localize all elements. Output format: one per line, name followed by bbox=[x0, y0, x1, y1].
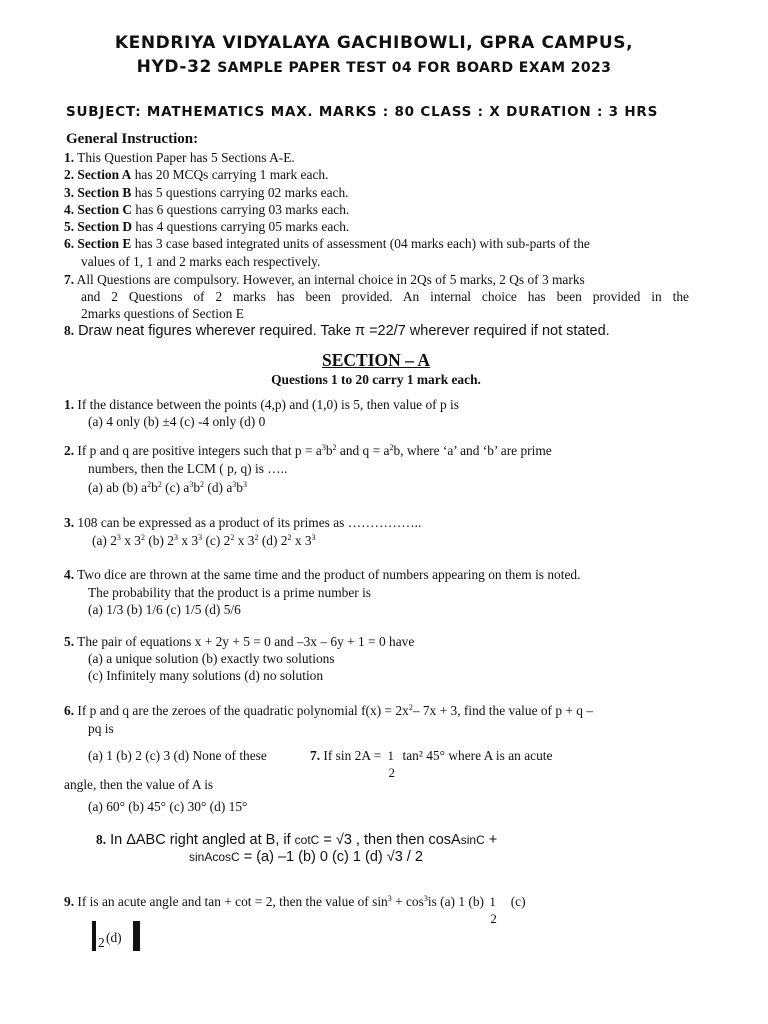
redaction-bar-left bbox=[92, 921, 96, 951]
question-3: 3. 108 can be expressed as a product of its primes as …………….. bbox=[64, 515, 422, 530]
question-5-options-1: (a) a unique solution (b) exactly two solutions bbox=[88, 651, 335, 666]
school-title: KENDRIYA VIDYALAYA GACHIBOWLI, GPRA CAMPUS, bbox=[114, 33, 634, 53]
question-9-option-d: (d) bbox=[106, 930, 122, 945]
question-1-options: (a) 4 only (b) ±4 (c) -4 only (d) 0 bbox=[88, 414, 266, 429]
question-6-cont: pq is bbox=[88, 721, 114, 736]
instruction-7: 7. All Questions are compulsory. However, an internal choice in 2Qs of 5 marks, 2 Qs of 3 marks bbox=[64, 272, 585, 287]
question-8: 8. In ΔABC right angled at B, if cotC = √3 , then then cosAsinC + bbox=[96, 832, 498, 848]
question-3-options: (a) $2^3$ x $3^2$ (b) $2^3$ x $3^3$ (c) $2^2$ x $3^2$ (d) $2^2$ x $3^3$ bbox=[92, 533, 316, 548]
instruction-7-cont-1: and 2 Questions of 2 marks has been provided. An internal choice has been provided in the bbox=[81, 289, 689, 304]
instruction-1: 1. This Question Paper has 5 Sections A-E. bbox=[64, 150, 295, 165]
question-1: 1. If the distance between the points (4,p) and (1,0) is 5, then value of p is bbox=[64, 397, 459, 412]
subject-line: SUBJECT: MATHEMATICS MAX. MARKS : 80 CLASS : X DURATION : 3 HRS bbox=[66, 104, 659, 120]
section-subtitle: Questions 1 to 20 carry 1 mark each. bbox=[271, 372, 481, 387]
question-7-cont: angle, then the value of A is bbox=[64, 777, 214, 792]
instruction-5: 5. Section D has 4 questions carrying 05 marks each. bbox=[64, 219, 350, 234]
question-7-options: (a) 60° (b) 45° (c) 30° (d) 15° bbox=[88, 799, 248, 814]
redaction-bar-right bbox=[133, 921, 140, 951]
question-4-cont: The probability that the product is a prime number is bbox=[88, 585, 371, 600]
fraction-numerator: 1 bbox=[387, 748, 395, 763]
exam-name: SAMPLE PAPER TEST 04 FOR BOARD EXAM 2023 bbox=[217, 60, 612, 76]
instruction-7-cont-2: 2marks questions of Section E bbox=[81, 306, 244, 321]
question-4: 4. Two dice are thrown at the same time and the product of numbers appearing on them is noted. bbox=[64, 567, 581, 582]
instruction-6: 6. Section E has 3 case based integrated units of assessment (04 marks each) with sub-parts of the bbox=[64, 236, 590, 251]
instruction-6-cont: values of 1, 1 and 2 marks each respectively. bbox=[81, 254, 321, 269]
question-9-cont: 2 bbox=[98, 935, 105, 950]
section-title: SECTION – A bbox=[322, 350, 430, 370]
question-6-options: (a) 1 (b) 2 (c) 3 (d) None of these bbox=[88, 748, 267, 763]
instruction-2: 2. Section A has 20 MCQs carrying 1 mark each. bbox=[64, 167, 329, 182]
question-6: 6. If p and q are the zeroes of the quadratic polynomial $f(x) = 2x^2-$ 7x + 3, find the value of p + q – bbox=[64, 703, 594, 718]
instruction-4: 4. Section C has 6 questions carrying 03 marks each. bbox=[64, 202, 350, 217]
instruction-8: 8. Draw neat figures wherever required. Take π =22/7 wherever required if not stated. bbox=[64, 323, 610, 339]
question-2-cont: numbers, then the LCM ( p, q) is ….. bbox=[88, 461, 288, 476]
question-9: 9. If is an acute angle and tan + cot = 2, then the value of $\sin^3 + \cos^3is$ (a) 1 (b) 1 2 (c) bbox=[64, 894, 526, 926]
fraction-denominator: 2 bbox=[388, 765, 396, 780]
question-2-options: (a) ab (b) $a^2b^2$ (c) $a^3b^2$ (d) $a^3b^3$ bbox=[88, 480, 247, 495]
exam-title bbox=[0, 57, 748, 77]
question-5: 5. The pair of equations x + 2y + 5 = 0 and –3x – 6y + 1 = 0 have bbox=[64, 634, 415, 649]
exam-code: HYD-32 bbox=[136, 57, 212, 77]
question-5-options-2: (c) Infinitely many solutions (d) no solution bbox=[88, 668, 324, 683]
question-8-cont: sinAcosC = (a) –1 (b) 0 (c) 1 (d) √3 / 2 bbox=[189, 849, 423, 865]
question-2: 2. If p and q are positive integers such that $p = a^3b^2$ and $q = a^2b$, where ‘a’ and ‘b’ are prime bbox=[64, 443, 552, 458]
instruction-3: 3. Section B has 5 questions carrying 02 marks each. bbox=[64, 185, 349, 200]
question-7: 7. If sin 2A = 1 2 tan² 45° where A is an acute bbox=[310, 748, 553, 780]
question-4-options: (a) 1/3 (b) 1/6 (c) 1/5 (d) 5/6 bbox=[88, 602, 241, 617]
instructions-title: General Instruction: bbox=[66, 131, 199, 147]
